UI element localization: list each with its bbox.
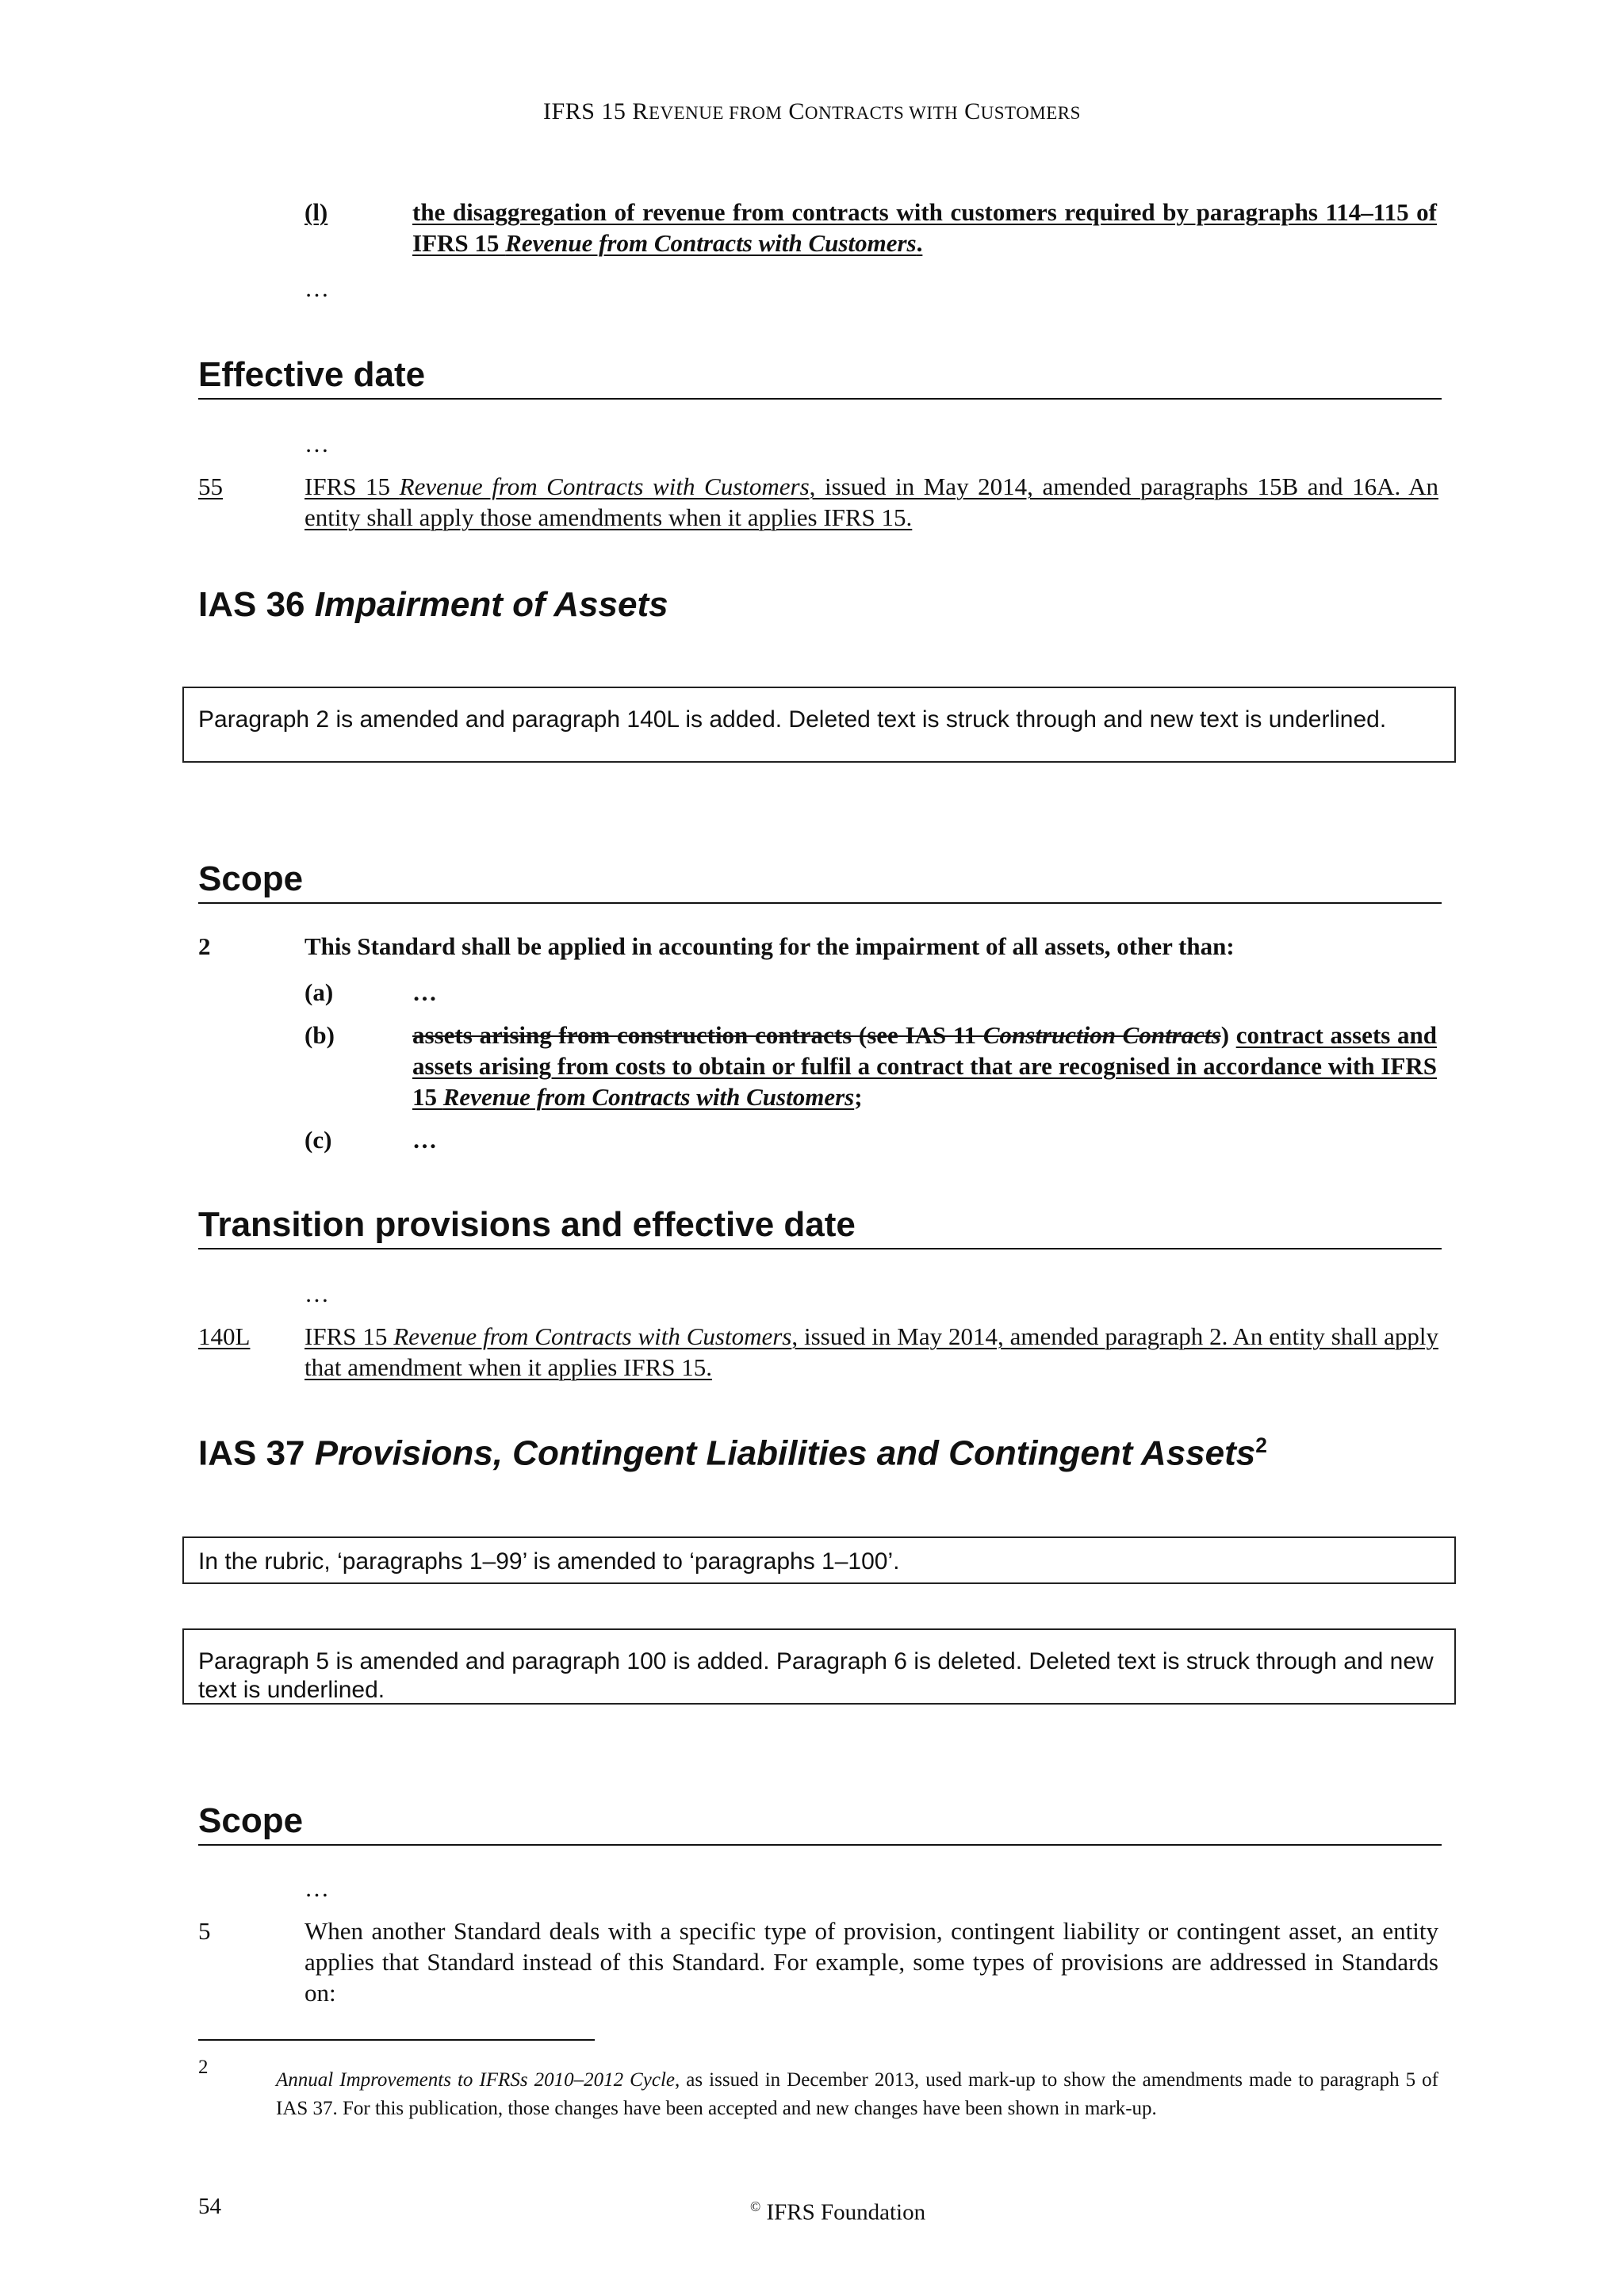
item-c-label: (c)	[304, 1126, 332, 1154]
ellipsis: …	[304, 1280, 329, 1307]
ellipsis: …	[412, 978, 437, 1006]
inserted-text: contract assets and assets arising from costs to obtain or fulfil a contract that are recognised in accordance with IFRS 15 Revenue from Contracts with Customers	[412, 1021, 1437, 1111]
item-b-label: (b)	[304, 1021, 335, 1049]
heading-rule	[198, 902, 1442, 904]
paragraph-2-text: This Standard shall be applied in accounting for the impairment of all assets, other than:	[304, 932, 1235, 960]
running-header: IFRS 15 REVENUE FROM CONTRACTS WITH CUSTOMERS	[543, 98, 1081, 124]
paragraph-number-5: 5	[198, 1917, 211, 1945]
paragraph-55-text: IFRS 15 Revenue from Contracts with Customers, issued in May 2014, amended paragraphs 15B and 16A. An entity shall apply those amendments when it applies IFRS 15.	[304, 473, 1438, 531]
heading-rule	[198, 1248, 1442, 1249]
paragraph-5-text: When another Standard deals with a specific type of provision, contingent liability or contingent asset, an entity applies that Standard instead of this Standard. For example, some types of provisions are addressed in Standards on:	[304, 1917, 1438, 2007]
section-heading-scope: Scope	[198, 1801, 304, 1840]
page-number: 54	[198, 2194, 221, 2219]
deleted-text: assets arising from construction contracts (see IAS 11 Construction Contracts	[412, 1021, 1221, 1049]
item-a-label: (a)	[304, 978, 334, 1006]
copyright-footer: © IFRS Foundation	[750, 2198, 926, 2225]
ias36-title: IAS 36 Impairment of Assets	[198, 585, 668, 624]
ellipsis: …	[304, 430, 329, 457]
ellipsis: …	[304, 1874, 329, 1902]
ias37-rubric-box: In the rubric, ‘paragraphs 1–99’ is amended to ‘paragraphs 1–100’.	[182, 1536, 1456, 1584]
ias36-instruction-box: Paragraph 2 is amended and paragraph 140L is added. Deleted text is struck through and new text is underlined.	[182, 687, 1456, 763]
section-heading-transition: Transition provisions and effective date	[198, 1205, 856, 1244]
item-l-label: (l)	[304, 198, 328, 226]
footnote-ref: 2	[1255, 1433, 1267, 1457]
paragraph-140L-text: IFRS 15 Revenue from Contracts with Customers, issued in May 2014, amended paragraph 2. An entity shall apply that amendment when it applies IFRS 15.	[304, 1322, 1438, 1381]
section-heading-scope: Scope	[198, 859, 304, 898]
footnote-text: Annual Improvements to IFRSs 2010–2012 Cycle, as issued in December 2013, used mark-up to show the amendments made to paragraph 5 of IAS 37. For this publication, those changes have been accepted and new changes have been shown in mark-up.	[276, 2069, 1438, 2119]
ellipsis: …	[304, 274, 329, 302]
ias37-instruction-box: Paragraph 5 is amended and paragraph 100 is added. Paragraph 6 is deleted. Deleted text is struck through and new text is underlined.	[182, 1628, 1456, 1705]
heading-rule	[198, 1844, 1442, 1846]
heading-rule	[198, 398, 1442, 400]
paragraph-number-55: 55	[198, 473, 223, 500]
paragraph-number-140L: 140L	[198, 1322, 251, 1350]
item-l-text: the disaggregation of revenue from contracts with customers required by paragraphs 114–115 of IFRS 15 Revenue from Contracts with Customers.	[412, 198, 1437, 257]
ellipsis: …	[412, 1126, 437, 1154]
footnote-separator	[198, 2039, 595, 2041]
ias37-title: IAS 37 Provisions, Contingent Liabilities and Contingent Assets$^2$	[198, 1433, 1267, 1473]
footnote-number: 2	[198, 2057, 209, 2078]
section-heading-effective-date: Effective date	[198, 355, 426, 394]
paragraph-number-2: 2	[198, 932, 211, 960]
item-b-text: assets arising from construction contracts (see IAS 11 Construction Contracts) contract assets and assets arising from costs to obtain or fulfil a contract that are recognised in accordance with IFRS 15 Revenue from Contracts with Customers;	[412, 1021, 1437, 1111]
